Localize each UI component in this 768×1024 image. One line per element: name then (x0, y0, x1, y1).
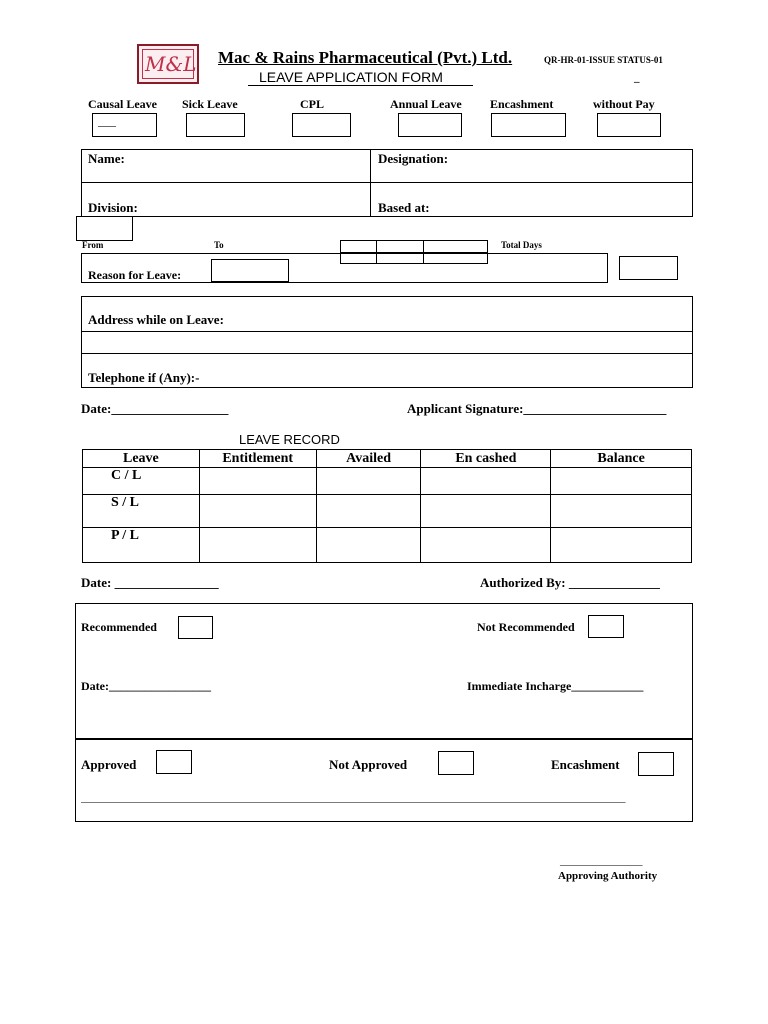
approved-checkbox[interactable] (156, 750, 192, 774)
leave-type-sick-label: Sick Leave (182, 97, 238, 111)
not-recommended-checkbox[interactable] (588, 615, 624, 638)
causal-leave-checkbox[interactable] (92, 113, 157, 137)
approving-authority-label: Approving Authority (558, 870, 658, 882)
not-approved-label: Not Approved (329, 757, 408, 772)
table-row (83, 495, 692, 528)
table-row (83, 468, 692, 495)
column-header-entitlement: Entitlement (199, 450, 316, 468)
logo-monogram: M&L (145, 52, 197, 76)
not-recommended-label: Not Recommended (477, 620, 575, 634)
approval-divider (75, 738, 693, 740)
doc-code: QR-HR-01-ISSUE STATUS-01 (544, 55, 663, 65)
company-logo (137, 44, 199, 84)
row-label-pl: P / L (83, 528, 200, 563)
record-date-field[interactable]: Date: ________________ (81, 575, 219, 590)
encashment-checkbox[interactable] (491, 113, 566, 137)
table-cell[interactable] (551, 495, 692, 528)
column-header-balance: Balance (551, 450, 692, 468)
address-line-2 (81, 353, 693, 354)
address-line-1 (81, 331, 693, 332)
causal-leave-mark: ___ (98, 114, 116, 128)
total-days-label: Total Days (501, 240, 542, 250)
approving-authority-signature-line[interactable]: _______________ (560, 855, 643, 867)
immediate-incharge-field[interactable]: Immediate Incharge____________ (467, 679, 644, 693)
cpl-checkbox[interactable] (292, 113, 351, 137)
based-at-field[interactable]: Based at: (378, 200, 430, 215)
reason-for-leave-label: Reason for Leave: (88, 268, 182, 282)
column-header-leave: Leave (83, 450, 200, 468)
without-pay-checkbox[interactable] (597, 113, 661, 137)
annual-leave-checkbox[interactable] (398, 113, 462, 137)
leave-type-without-pay-label: without Pay (593, 97, 655, 111)
sick-leave-checkbox[interactable] (186, 113, 245, 137)
table-cell[interactable] (551, 468, 692, 495)
applicant-info-divider (370, 149, 371, 217)
leave-type-cpl-label: CPL (300, 97, 324, 111)
designation-field[interactable]: Designation: (378, 151, 449, 166)
table-cell[interactable] (421, 468, 551, 495)
leave-record-title: LEAVE RECORD (239, 432, 340, 447)
table-cell[interactable] (316, 495, 421, 528)
column-header-encashed: En cashed (421, 450, 551, 468)
total-days-input[interactable] (619, 256, 678, 280)
table-cell[interactable] (316, 528, 421, 563)
name-field[interactable]: Name: (88, 151, 125, 166)
leave-type-encashment-label: Encashment (490, 97, 554, 111)
table-cell[interactable] (421, 495, 551, 528)
row-label-sl: S / L (83, 495, 200, 528)
approval-encashment-checkbox[interactable] (638, 752, 674, 776)
form-title-underline (248, 85, 473, 86)
not-approved-checkbox[interactable] (438, 751, 474, 775)
division-field[interactable]: Division: (88, 200, 138, 215)
date-grid-midline (340, 252, 488, 253)
company-name: Mac & Rains Pharmaceutical (Pvt.) Ltd. (218, 48, 513, 67)
table-cell[interactable] (199, 495, 316, 528)
form-title: LEAVE APPLICATION FORM (259, 69, 443, 85)
address-field[interactable]: Address while on Leave: (88, 312, 224, 327)
applicant-date-field[interactable]: Date:__________________ (81, 401, 229, 416)
approval-remarks-line[interactable]: ___________________________________________________________________________________________________ (81, 792, 626, 804)
recommendation-date-field[interactable]: Date:_________________ (81, 679, 211, 693)
recommended-checkbox[interactable] (178, 616, 213, 639)
authorized-by-field[interactable]: Authorized By: ______________ (480, 575, 660, 590)
doc-code-mark: _ (634, 72, 640, 84)
column-header-availed: Availed (316, 450, 421, 468)
leave-type-annual-label: Annual Leave (390, 97, 462, 111)
table-cell[interactable] (421, 528, 551, 563)
from-date-box[interactable] (76, 216, 133, 241)
approved-label: Approved (81, 757, 137, 772)
approval-encashment-label: Encashment (551, 757, 620, 772)
row-label-cl: C / L (83, 468, 200, 495)
applicant-signature-field[interactable]: Applicant Signature:______________________ (407, 401, 667, 416)
reason-input-box[interactable] (211, 259, 289, 282)
leave-record-table (82, 449, 692, 563)
to-label: To (214, 240, 224, 250)
applicant-info-midline (81, 182, 693, 183)
table-cell[interactable] (551, 528, 692, 563)
recommended-label: Recommended (81, 620, 157, 634)
table-cell[interactable] (199, 528, 316, 563)
table-row (83, 528, 692, 563)
from-label: From (82, 240, 104, 250)
table-cell[interactable] (199, 468, 316, 495)
telephone-field[interactable]: Telephone if (Any):- (88, 370, 200, 385)
leave-record-header-row (83, 450, 692, 468)
leave-type-causal-label: Causal Leave (88, 97, 157, 111)
table-cell[interactable] (316, 468, 421, 495)
